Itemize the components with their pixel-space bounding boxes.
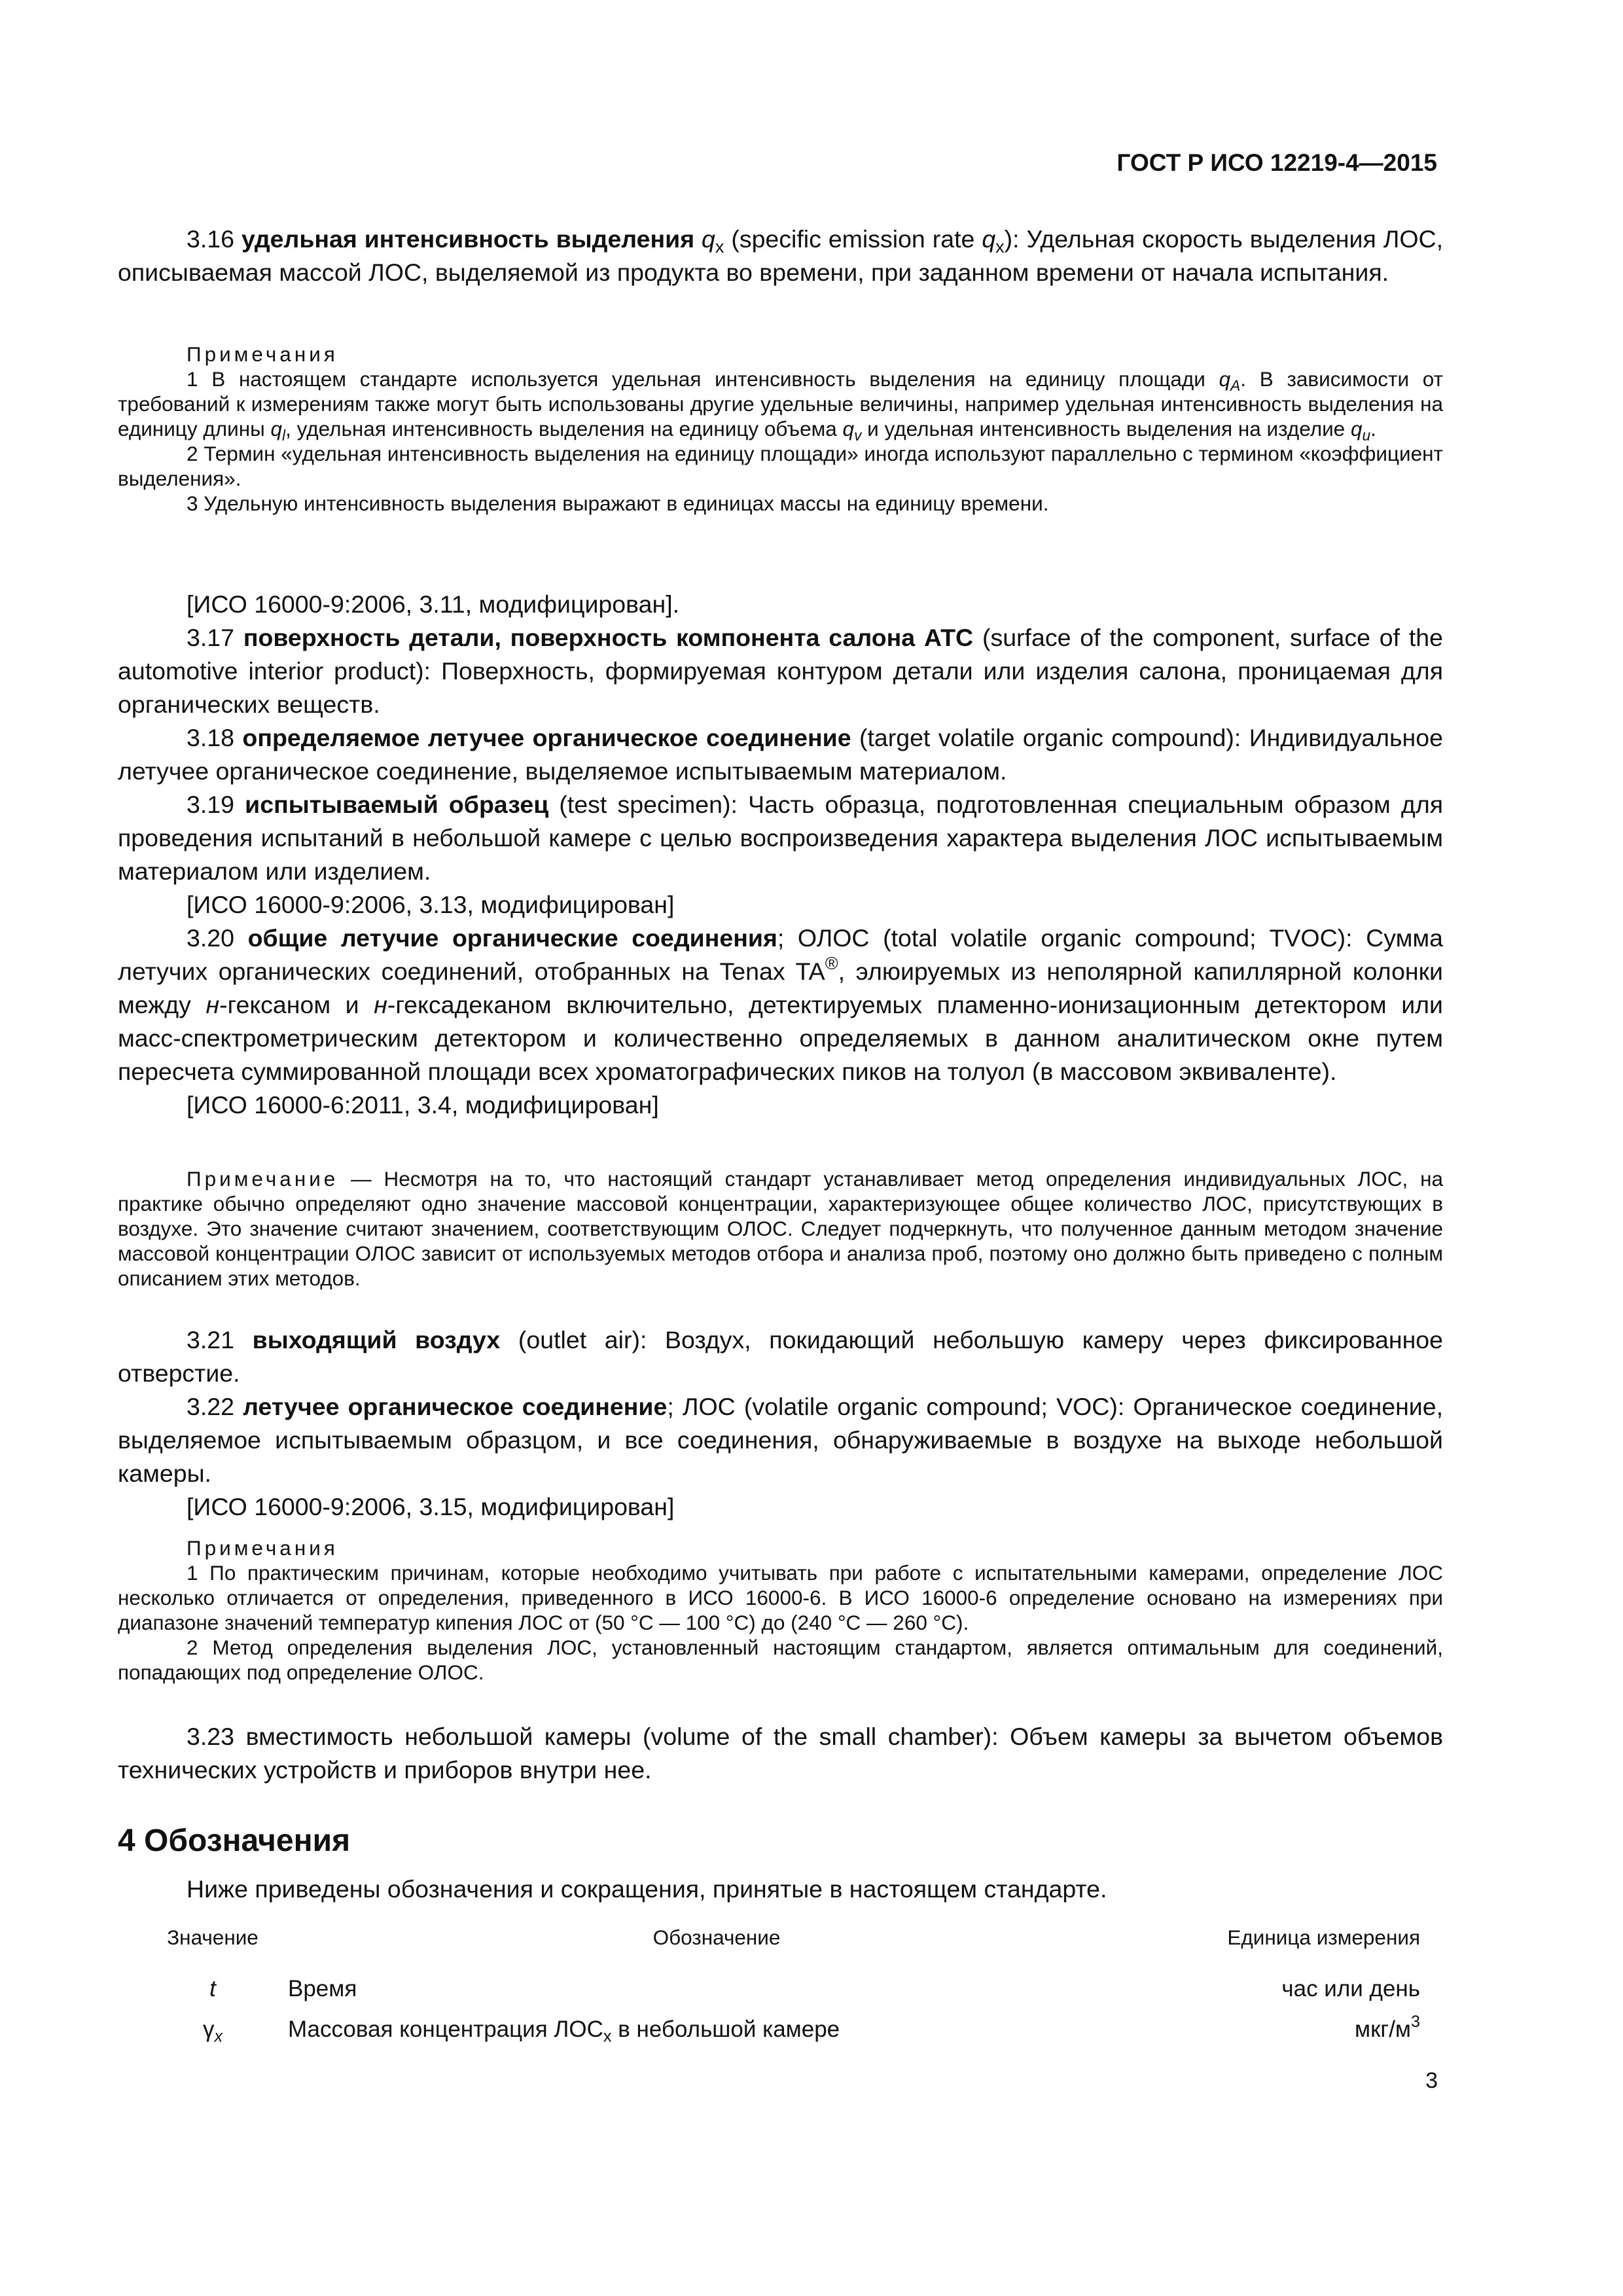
reference: [ИСО 16000-9:2006, 3.11, модифицирован]. xyxy=(187,590,680,618)
note-1: 1 В настоящем стандарте используется удельная интенсивность выделения на единицу площади $q_A$. В зависимости от требований к измерениям также могут быть использованы другие удельные величины, например удельная интенсивность выделения на единицу длины $q_l$, удельная интенсивность выделения на единицу объема $q_v$ и удельная интенсивность выделения на изделие $q_u$. xyxy=(118,367,1444,444)
note-heading: Примечание xyxy=(187,1167,339,1191)
definitions-3-21-3-22 xyxy=(118,1323,1443,1524)
term: летучее органическое соединение xyxy=(243,1393,668,1420)
note-3-20 xyxy=(118,1166,1443,1291)
note-3: 3 Удельную интенсивность выделения выражают в единицах массы на единицу времени. xyxy=(187,492,1049,515)
section-intro: Ниже приведены обозначения и сокращения, принятые в настоящем стандарте. xyxy=(187,1875,1107,1903)
column-header-value: Значение xyxy=(167,1926,259,1949)
term: определяемое летучее органическое соединение xyxy=(242,724,851,751)
symbol-cell: t xyxy=(209,1976,216,2001)
notes-3-16 xyxy=(118,342,1443,516)
table-row xyxy=(151,2010,1420,2051)
table-row xyxy=(151,1969,1420,2010)
notes-3-22 xyxy=(118,1535,1443,1685)
section-heading: 4 Обозначения xyxy=(118,1823,351,1858)
clause-number: 3.16 xyxy=(187,225,234,253)
note-text: Примечание — Несмотря на то, что настоящий стандарт устанавливает метод определения индивидуальных ЛОС, на практике обычно определяют одно значение массовой концентрации, характеризующее общее количество ЛОС, присутствующих в воздухе. Это значение считают значением, соответствующим ОЛОС. Следует подчеркнуть, что полученное данным методом значение массовой концентрации ОЛОС зависит от используемых методов отбора и анализа проб, поэтому оно должно быть приведено с полным описанием этих методов. xyxy=(118,1167,1443,1290)
definition-3-22: 3.22 летучее органическое соединение; ЛОС (volatile organic compound; VOC): Органическое соединение, выделяемое испытываемым образцом, и все соединения, обнаруживаемые в воздухе на выходе небольшой камеры. xyxy=(118,1393,1443,1487)
definition-3-20: 3.20 общие летучие органические соединения; ОЛОС (total volatile organic compound; TVOC): Сумма летучих органических соединений, отобранных на Tenax TA®, элюируемых из неполярной капиллярной колонки между н-гексаном и н-гексадеканом включительно, детектируемых пламенно-ионизационным детектором или масс-спектрометрическим детектором и количественно определяемых в данном аналитическом окне путем пересчета суммированной площади всех хроматографических пиков на толуол (в массовом эквиваленте). xyxy=(118,924,1443,1085)
english-symbol: q xyxy=(982,225,996,253)
definitions-3-17-to-3-20 xyxy=(118,588,1443,1122)
reference: [ИСО 16000-6:2011, 3.4, модифицирован] xyxy=(187,1091,659,1119)
definition-3-23 xyxy=(118,1720,1443,1787)
document-header: ГОСТ Р ИСО 12219-4—2015 xyxy=(1116,149,1437,176)
column-header-unit: Единица измерения xyxy=(1227,1926,1420,1949)
term: поверхность детали, поверхность компонента салона АТС xyxy=(243,624,974,651)
definition-3-16 xyxy=(118,223,1443,289)
english-symbol-subscript: x xyxy=(995,237,1005,257)
term: выходящий воздух xyxy=(252,1326,501,1354)
notes-heading: Примечания xyxy=(187,342,338,366)
symbol: q xyxy=(702,225,715,253)
column-header-symbol: Обозначение xyxy=(652,1926,781,1949)
symbols-table xyxy=(151,1926,1420,2051)
symbol-cell: $\gamma_x$ xyxy=(202,2017,223,2046)
term: общие летучие органические соединения xyxy=(247,924,777,952)
definition-3-18: 3.18 определяемое летучее органическое соединение (target volatile organic compound): Индивидуальное летучее органическое соединение, выделяемое испытываемым материалом. xyxy=(118,724,1443,785)
reference: [ИСО 16000-9:2006, 3.13, модифицирован] xyxy=(187,891,675,918)
symbol-subscript: x xyxy=(715,237,724,257)
definition-3-19: 3.19 испытываемый образец (test specimen): Часть образца, подготовленная специальным образом для проведения испытаний в небольшой камере с целью воспроизведения характера выделения ЛОС испытываемым материалом или изделием. xyxy=(118,791,1444,885)
description-cell: Массовая концентрация $ЛОС_x$ в небольшой камере xyxy=(288,2017,840,2046)
definition-3-21: 3.21 выходящий воздух (outlet air): Воздух, покидающий небольшую камеру через фиксированное отверстие. xyxy=(118,1326,1443,1387)
term: испытываемый образец xyxy=(245,791,549,818)
unit-cell: час или день xyxy=(1281,1976,1420,2001)
page-number: 3 xyxy=(1425,2068,1438,2093)
term: удельная интенсивность выделения xyxy=(241,225,695,253)
description-cell: Время xyxy=(288,1976,357,2001)
note-2: 2 Термин «удельная интенсивность выделения на единицу площади» иногда используют параллельно с термином «коэффициент выделения». xyxy=(118,442,1443,490)
reference: [ИСО 16000-9:2006, 3.15, модифицирован] xyxy=(187,1493,675,1520)
definition-3-17: 3.17 поверхность детали, поверхность компонента салона АТС (surface of the component, surface of the automotive interior product): Поверхность, формируемая контуром детали или изделия салона, проницаемая для органических веществ. xyxy=(118,624,1444,718)
unit-cell: мкг/$м^3$ xyxy=(1355,2012,1420,2042)
english-term: (specific emission rate xyxy=(731,225,975,253)
note-2: 2 Метод определения выделения ЛОС, установленный настоящим стандартом, является оптимальным для соединений, попадающих под определение ОЛОС. xyxy=(118,1636,1443,1684)
definition-text: ): Удельная скорость выделения ЛОС, описываемая массой ЛОС, выделяемой из продукта во времени, при заданном времени от начала испытания. xyxy=(118,225,1443,286)
notes-heading: Примечания xyxy=(187,1536,338,1560)
note-1: 1 По практическим причинам, которые необходимо учитывать при работе с испытательными камерами, определение ЛОС несколько отличается от определения, приведенного в ИСО 16000-6. В ИСО 16000-6 определение основано на измерениях при диапазоне значений температур кипения ЛОС от (50 °С — 100 °С) до (240 °С — 260 °С). xyxy=(118,1561,1443,1634)
table-header-row xyxy=(151,1926,1420,1969)
definition-text: 3.23 вместимость небольшой камеры (volume of the small chamber): Объем камеры за вычетом объемов технических устройств и приборов внутри нее. xyxy=(118,1723,1443,1784)
